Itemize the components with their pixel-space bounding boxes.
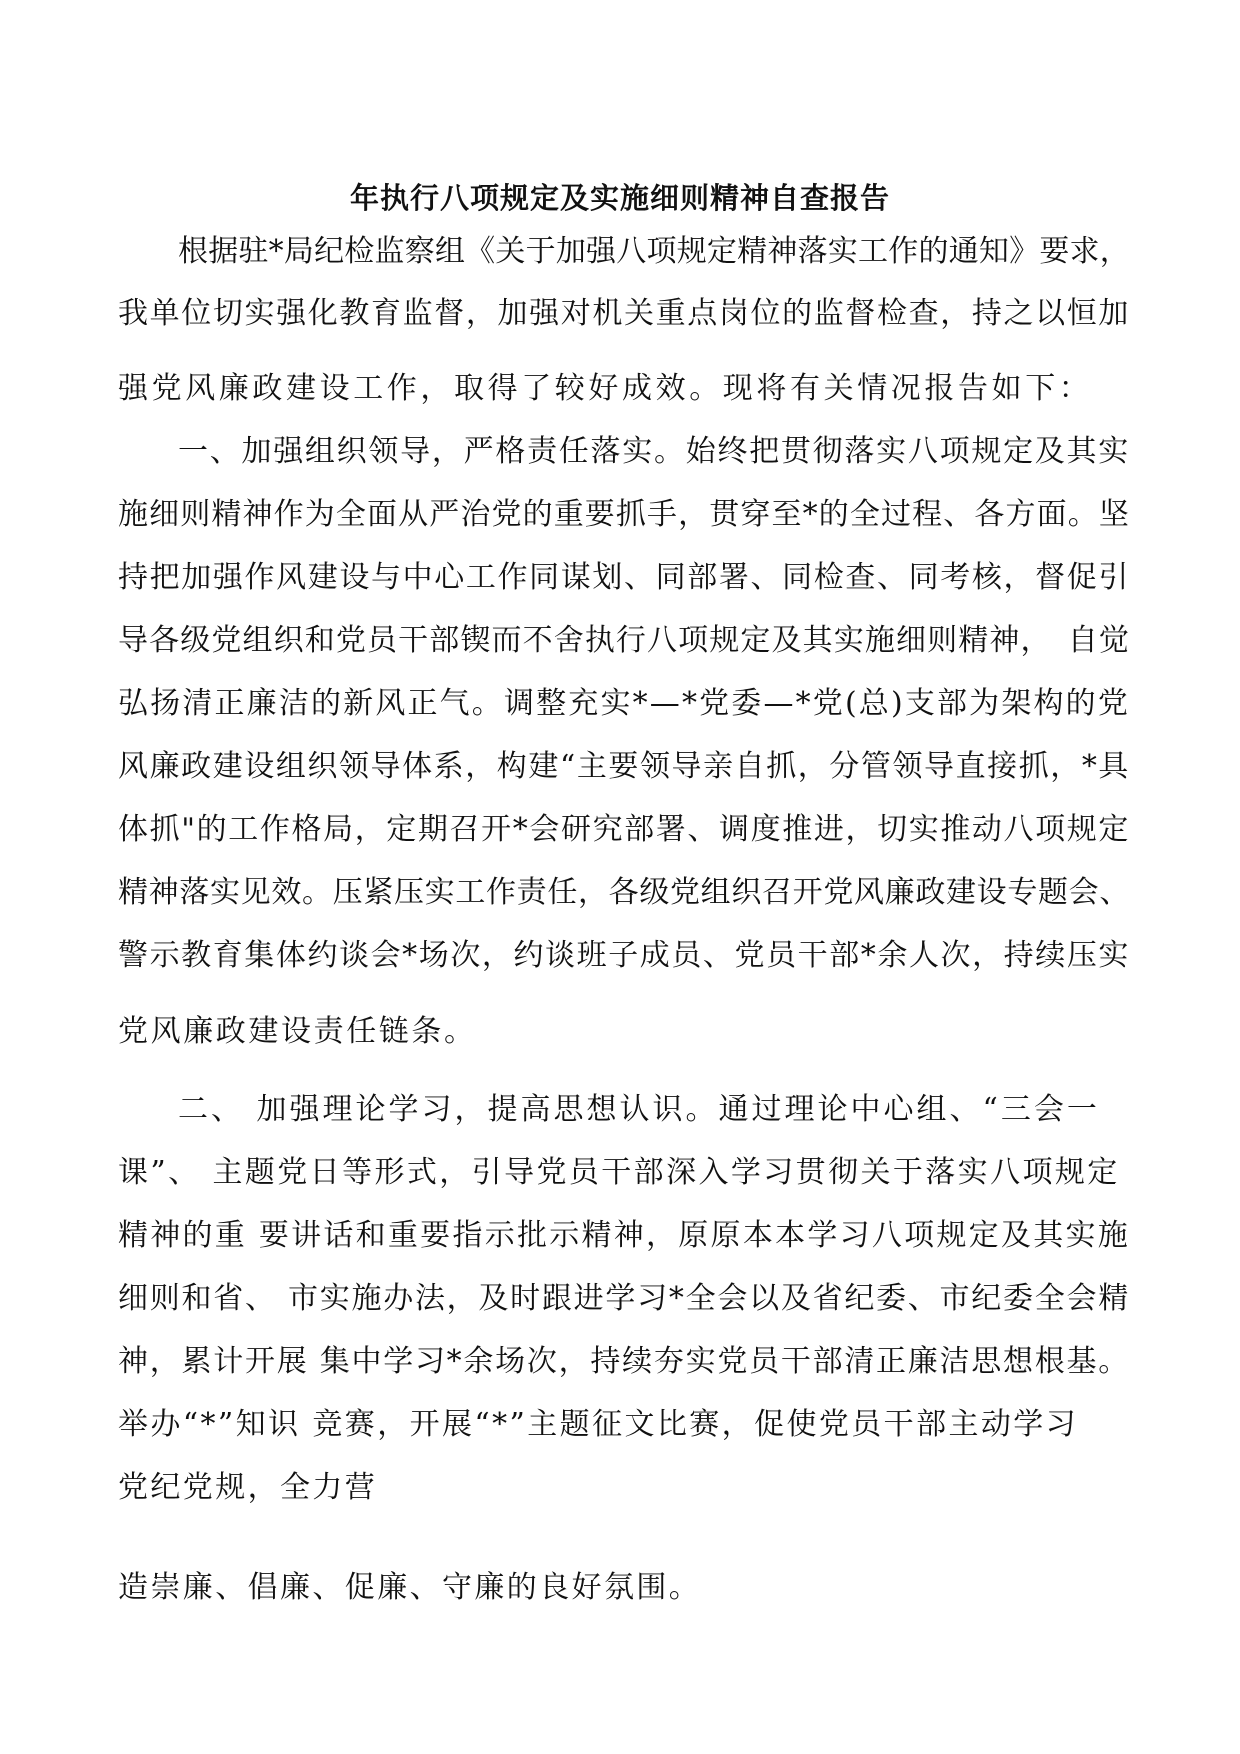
text-line: 导各级党组织和党员干部锲而不舍执行八项规定及其实施细则精神， 自觉 <box>118 623 1130 658</box>
text-line: 强党风廉政建设工作，取得了较好成效。现将有关情况报告如下： <box>118 371 1093 406</box>
text-line: 细则和省、 市实施办法，及时跟进学习*全会以及省纪委、市纪委全会精 <box>118 1281 1130 1316</box>
text-line: 根据驻*局纪检监察组《关于加强八项规定精神落实工作的通知》要求， <box>178 234 1130 269</box>
text-line: 举办“*”知识 竞赛，开展“*”主题征文比赛，促使党员干部主动学习 <box>118 1407 1079 1442</box>
text-line: 持把加强作风建设与中心工作同谋划、同部署、同检查、同考核，督促引 <box>118 560 1130 595</box>
text-line: 警示教育集体约谈会*场次，约谈班子成员、党员干部*余人次，持续压实 <box>118 938 1130 973</box>
text-line: 神，累计开展 集中学习*余场次，持续夯实党员干部清正廉洁思想根基。 <box>118 1344 1130 1379</box>
text-line: 课”、 主题党日等形式，引导党员干部深入学习贯彻关于落实八项规定 <box>118 1155 1120 1190</box>
text-line: 施细则精神作为全面从严治党的重要抓手，贯穿至*的全过程、各方面。坚 <box>118 497 1130 532</box>
text-line: 精神落实见效。压紧压实工作责任，各级党组织召开党风廉政建设专题会、 <box>118 875 1130 910</box>
text-line: 精神的重 要讲话和重要指示批示精神，原原本本学习八项规定及其实施 <box>118 1218 1130 1253</box>
text-line: 体抓"的工作格局，定期召开*会研究部署、调度推进，切实推动八项规定 <box>118 812 1130 847</box>
text-line: 弘扬清正廉洁的新风正气。调整充实*—*党委—*党(总)支部为架构的党 <box>118 686 1130 721</box>
text-line: 党纪党规，全力营 <box>118 1470 378 1505</box>
text-line: 风廉政建设组织领导体系，构建“主要领导亲自抓，分管领导直接抓，*具 <box>118 749 1130 784</box>
text-line: 造崇廉、倡廉、促廉、守廉的良好氛围。 <box>118 1570 702 1605</box>
text-line: 二、 加强理论学习，提高思想认识。通过理论中心组、“三会一 <box>178 1092 1100 1127</box>
text-line: 党风廉政建设责任链条。 <box>118 1014 477 1049</box>
document-title: 年执行八项规定及实施细则精神自查报告 <box>349 181 890 215</box>
text-line: 我单位切实强化教育监督，加强对机关重点岗位的监督检查，持之以恒加 <box>118 296 1130 331</box>
text-line: 一、加强组织领导，严格责任落实。始终把贯彻落实八项规定及其实 <box>178 434 1130 469</box>
